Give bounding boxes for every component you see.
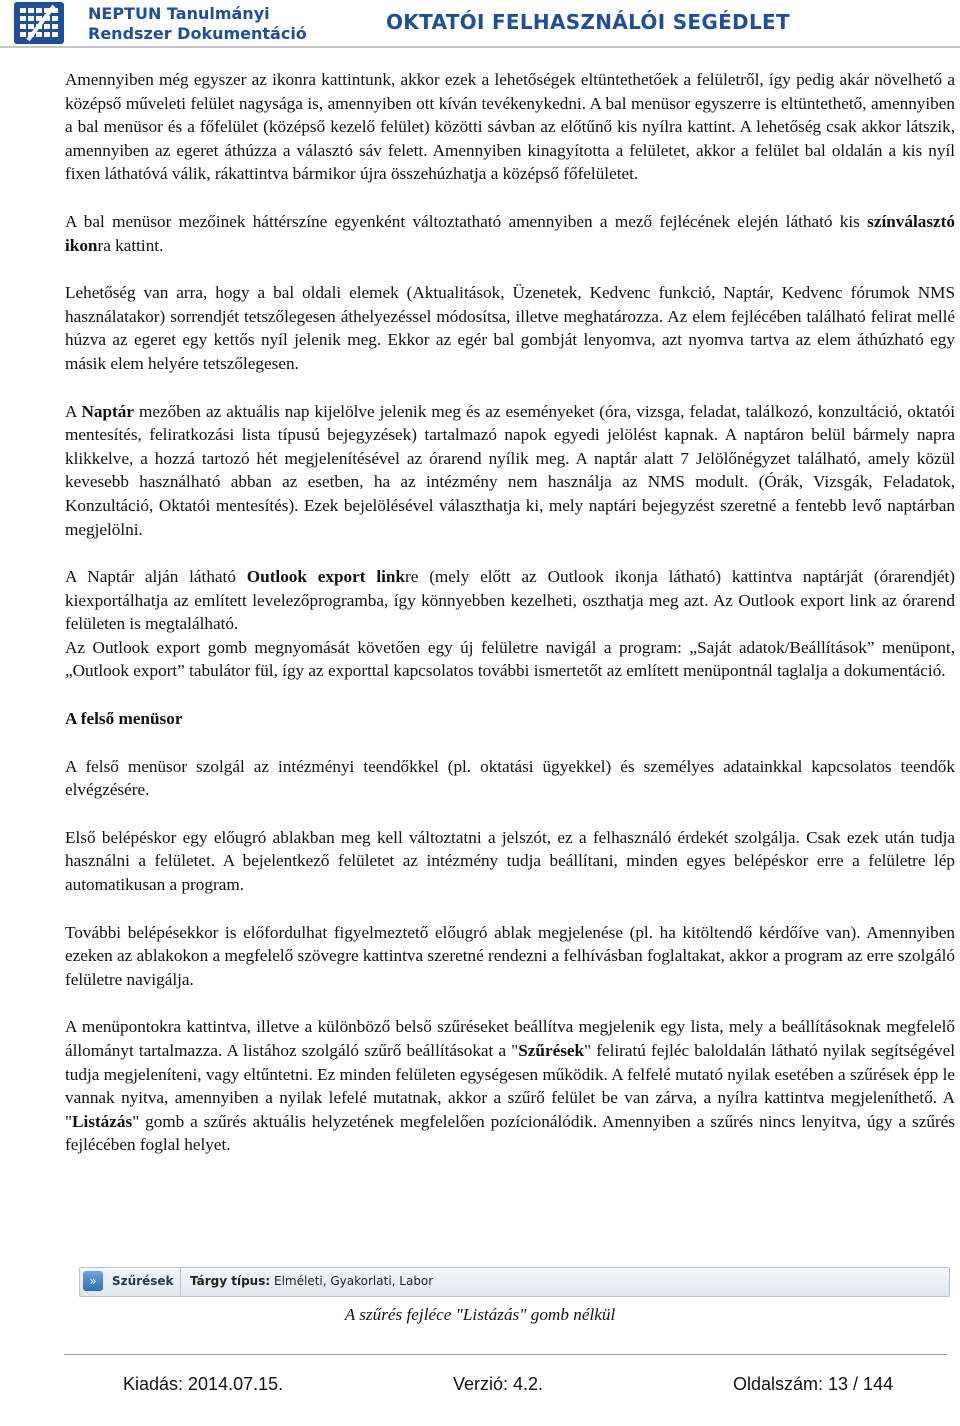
footer-divider — [64, 1354, 947, 1355]
paragraph-9: További belépésekkor is előfordulhat figyelmeztető előugró ablak megjelenése (pl. ha kitöltendő kérdőíve van). Amennyiben ezeken az ablakokon a megfelelő szövegre kattintva szeretné rendezni a felhívásban foglaltakat, akkor a program az erre szolgáló felületre navigálja. — [65, 922, 955, 989]
paragraph-8: Első belépéskor egy előugró ablakban meg kell változtatni a jelszót, ez a felhasználó érdekét szolgálja. Csak ezek után tudja használni a felületet. A bejelentkező felületet az intézmény tudja beállítani, minden egyes belépéskor erre a felületre lép automatikusan a program. — [65, 827, 955, 895]
paragraph-4 — [65, 400, 955, 542]
paragraph-4-text-c: mezőben az aktuális nap kijelölve jelenik meg és az eseményeket (óra, vizsga, feladat, találkozó, konzultáció, oktatói mentesítés, feliratkozási lista típusú bejegyzések) tartalmazó napok egyedi jelölést kapnak. A naptáron belül bármely napra klikkelve, a hozzá tartozó hét megjelenítésével az órarend nyílik meg. A naptár alatt 7 Jelölőnégyzet található, amely közül kevesebb használható abban az esetben, ha az intézmény nem használja az NMS modult. (Órák, Vizsgák, Feladatok, Konzultáció, Oktatói mentesítés). Ezek bejelölésével választhatja ki, mely naptári bejegyzést szeretné a fentebb levő naptárban megjelölni. — [65, 401, 955, 539]
document-title: OKTATÓI FELHASZNÁLÓI SEGÉDLET — [386, 10, 790, 34]
footer-page-number: Oldalszám: 13 / 144 — [733, 1374, 894, 1394]
brand-line-2: Rendszer Dokumentáció — [88, 24, 307, 43]
paragraph-4-bold: Naptár — [81, 401, 134, 421]
paragraph-1: Amennyiben még egyszer az ikonra kattintunk, akkor ezek a lehetőségek eltüntethetőek a felületről, így pedig akár növelhető a középső műveleti felület nagysága is, amennyiben ott kíván tevékenykedni. A bal menüsor egyszerre is eltüntethető, amennyiben a bal menüsor és a főfelület (középső kezelő felület) közötti sávban az előtűnő kis nyílra kattint. A lehetőség csak akkor látszik, amennyiben az egeret áthúzza a választó sáv felett. Amennyiben kinagyította a felületet, akkor a felület bal oldalán a kis nyíl fixen láthatóvá válik, rákattintva bármikor újra összehúzhatja a középső főfelületet. — [65, 70, 955, 184]
brand-line-1: NEPTUN Tanulmányi — [88, 4, 270, 23]
section-heading: A felső menüsor — [65, 709, 183, 729]
filter-summary — [190, 1274, 433, 1288]
filter-summary-value: Elméleti, Gyakorlati, Labor — [274, 1274, 434, 1288]
filter-separator — [180, 1268, 181, 1296]
paragraph-2-bold: színválasztó ikon — [65, 211, 955, 255]
figure-caption: A szűrés fejléce "Listázás" gomb nélkül — [344, 1305, 616, 1324]
brand-name — [88, 4, 307, 44]
paragraph-2-text-a: A bal menüsor mezőinek háttérszíne egyenként változtatható amennyiben a mező fejlécének elején látható kis — [65, 211, 868, 231]
paragraph-10-text-c: " feliratú fejléc baloldalán látható nyilak segítségével tudja megjeleníteni, vagy eltűntetni. Ez minden felületen egységesen működik. A felfelé mutató nyilak esetében a szűrések épp le vannak nyitva, amennyiben a nyilak lefelé mutatnak, akkor a szűrő felület be van zárva, a nyílra kattintva megjeleníthető. A " — [65, 1041, 955, 1131]
paragraph-2-text-c: ra kattint. — [97, 235, 164, 255]
paragraph-6: Az Outlook export gomb megnyomását követően egy új felületre navigál a program: „Saját adatok/Beállítások” menüpont, „Outlook export” tabulátor fül, így az exporttal kapcsolatos további ismertetőt az említett menüpontnál taglalja a dokumentáció. — [65, 637, 955, 681]
paragraph-10-text-a: A menüpontokra kattintva, illetve a különböző belső szűréseket beállítva megjelenik egy lista, mely a beállításoknak megfelelő állományt tartalmazza. A listához szolgáló szűrő beállításokat a " — [65, 1017, 955, 1060]
page-header — [0, 0, 960, 48]
paragraph-5-text-a: A Naptár alján látható — [65, 567, 247, 587]
paragraph-4-text-a: A — [65, 401, 82, 421]
header-divider — [0, 46, 960, 48]
filter-label: Szűrések — [112, 1274, 174, 1288]
neptun-logo-icon — [14, 2, 64, 44]
paragraph-7: A felső menüsor szolgál az intézményi teendőkkel (pl. oktatási ügyekkel) és személyes adatainkkal kapcsolatos teendők elvégzésére. — [65, 756, 955, 800]
paragraph-5 — [65, 565, 955, 636]
paragraph-10-text-e: " gomb a szűrés aktuális helyzetének megfelelően pozícionálódik. Amennyiben a szűrés nincs lenyitva, úgy a szűrés fejlécében foglal helyet. — [65, 1111, 955, 1155]
paragraph-10 — [65, 1015, 955, 1157]
paragraph-3: Lehetőség van arra, hogy a bal oldali elemek (Aktualitások, Üzenetek, Kedvenc funkció, Naptár, Kedvenc fórumok NMS használatakor) sorrendjét tetszőlegesen áthelyezéssel módosítsa, illetve meghatározza. Az elem fejlécében található felirat mellé húzva az egeret egy kettős nyíl jelenik meg. Ekkor az egér bal gombját lenyomva, azt nyomva tartva az elem áthúzható egy másik elem helyére tetszőlegesen. — [65, 283, 955, 373]
paragraph-5-bold: Outlook export link — [246, 567, 406, 587]
double-chevron-icon[interactable]: » — [83, 1271, 103, 1291]
paragraph-10-bold-1: Szűrések — [518, 1041, 585, 1060]
paragraph-2 — [65, 210, 955, 257]
paragraph-5-text-c: re (mely előtt az Outlook ikonja látható) kattintva naptárját (órarendjét) kiexportálhatja az említett levelezőprogramba, így könnyebben kezelheti, oszthatja meg azt. Az Outlook export link az órarend felületen is megtalálható. — [65, 567, 955, 634]
paragraph-10-bold-2: Listázás — [72, 1111, 133, 1131]
filter-header-screenshot — [79, 1267, 950, 1297]
footer-version: Verzió: 4.2. — [453, 1374, 544, 1394]
filter-summary-label: Tárgy típus: — [190, 1274, 271, 1288]
footer-release: Kiadás: 2014.07.15. — [123, 1374, 284, 1394]
document-body — [65, 68, 955, 1181]
